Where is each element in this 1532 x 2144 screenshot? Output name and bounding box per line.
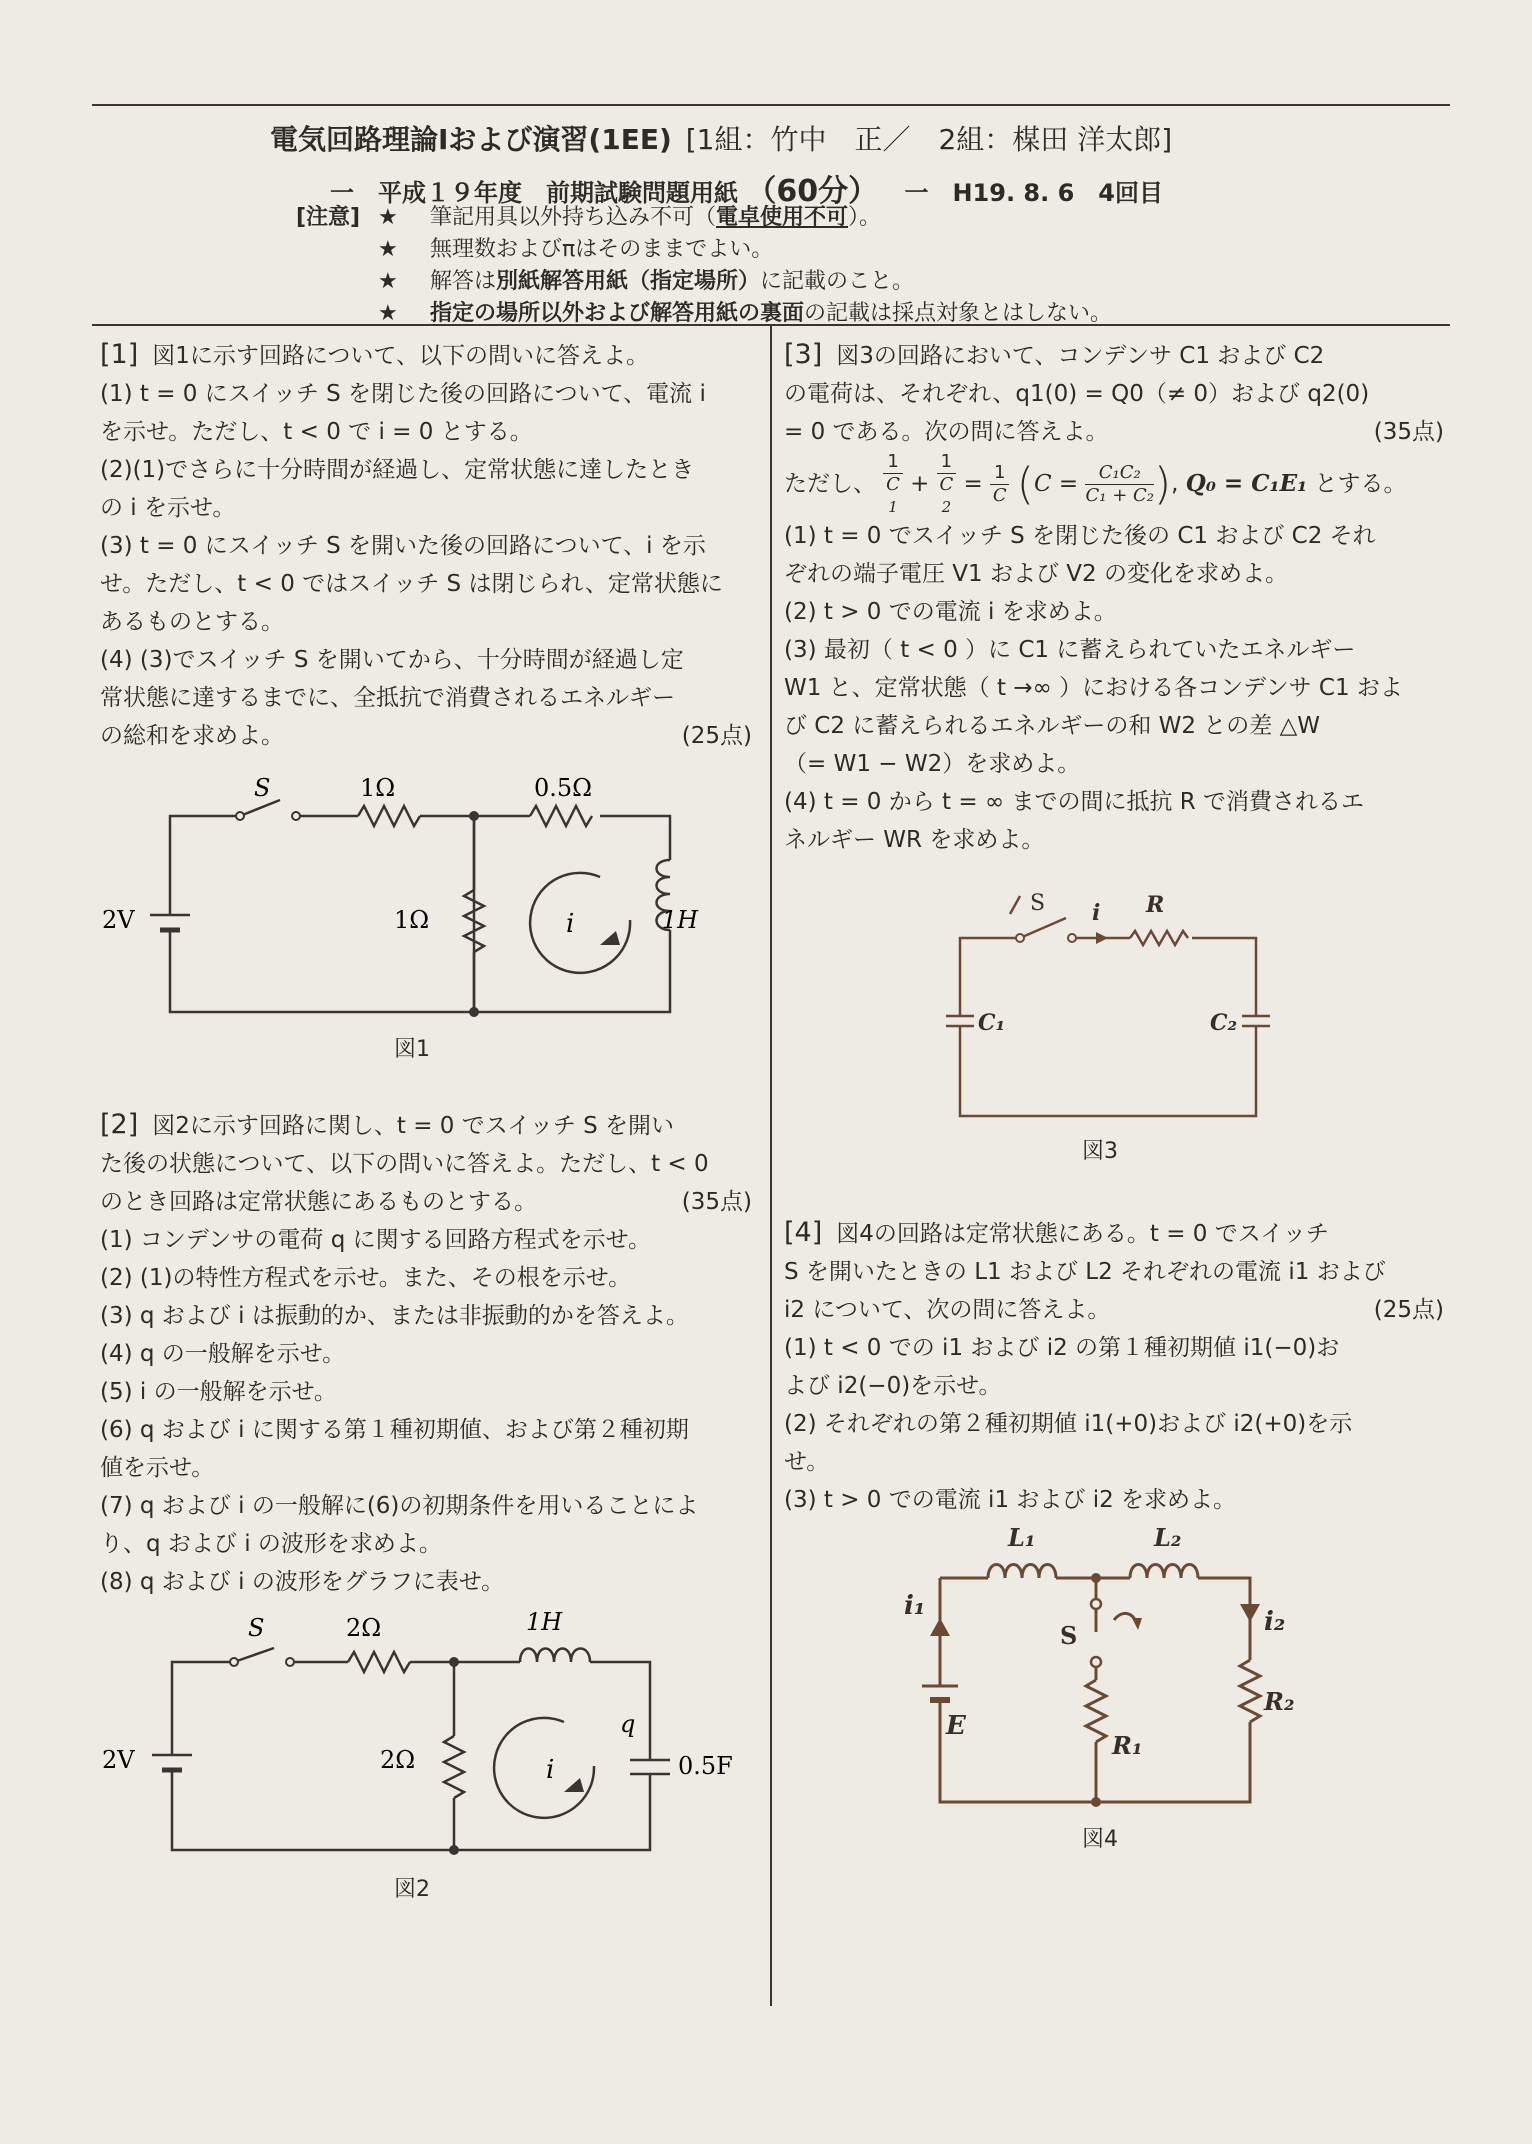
notes-label: [注意] (296, 205, 361, 230)
q1-intro: 図1に示す回路について、以下の問いに答えよ。 (152, 343, 649, 369)
fig1-r3-label: 1Ω (394, 906, 430, 934)
fig4-source-label: E (946, 1711, 966, 1741)
frac-denominator: C (939, 474, 954, 495)
fig2-inductor-label: 1H (526, 1608, 563, 1636)
question-3 (784, 336, 1444, 859)
page-title (270, 118, 1172, 158)
q1-line: の i を示せ。 (100, 495, 236, 521)
note-emphasis: 別紙解答用紙（指定場所） (496, 269, 761, 294)
q3-line: び C2 に蓄えられるエネルギーの和 W2 との差 △W (784, 713, 1321, 739)
fig3-c1-label: C₁ (978, 1010, 1006, 1036)
note-row (296, 266, 1112, 298)
exam-line: 一 平成１９年度 前期試験問題用紙 (330, 179, 738, 207)
q4-line: せ。 (784, 1449, 830, 1475)
q1-number: [1] (100, 339, 139, 370)
note-row (296, 234, 1112, 266)
q2-line: のとき回路は定常状態にあるものとする。 (100, 1189, 537, 1215)
instructors: [1組：竹中 正／ 2組：楳田 洋太郎] (685, 123, 1173, 156)
formula-suffix: とする。 (1314, 471, 1407, 497)
q2-line: (3) q および i は振動的か、または非振動的かを答えよ。 (100, 1303, 689, 1329)
q2-line: (4) q の一般解を示せ。 (100, 1341, 346, 1367)
q1-line: 常状態に達するまでに、全抵抗で消費されるエネルギー (100, 685, 675, 711)
fig3-resistor-label: R (1146, 892, 1165, 918)
q4-points: (25点) (1373, 1297, 1444, 1323)
star-icon: ★ (378, 237, 398, 262)
formula-q0: Q₀ = C₁E₁ (1185, 470, 1308, 497)
fig1-current-label: i (566, 909, 575, 939)
q4-line: S を開いたときの L1 および L2 それぞれの電流 i1 および (784, 1259, 1386, 1285)
fig3-switch-label: S (1030, 891, 1046, 916)
q4-line: i2 について、次の問に答えよ。 (784, 1297, 1111, 1323)
q3-line: = 0 である。次の問に答えよ。 (784, 419, 1109, 445)
note-text: ）。 (848, 205, 882, 230)
q2-line: (5) i の一般解を示せ。 (100, 1379, 337, 1405)
top-rule (92, 104, 1450, 106)
q3-line: (1) t = 0 でスイッチ S を閉じた後の C1 および C2 それ (784, 523, 1376, 549)
q1-line: (4) (3)でスイッチ S を開いてから、十分時間が経過し定 (100, 647, 684, 673)
fig1-r1-label: 1Ω (360, 774, 396, 802)
note-row (296, 298, 1112, 330)
figure-2-caption: 図2 (394, 1877, 430, 1902)
question-4 (784, 1214, 1444, 1519)
q1-line: (3) t = 0 にスイッチ S を開いた後の回路について、i を示 (100, 533, 706, 559)
fig3-current-label: i (1092, 900, 1101, 926)
q4-line: (2) それぞれの第２種初期値 i1(+0)および i2(+0)を示 (784, 1411, 1353, 1437)
formula-c: C (1033, 471, 1052, 497)
note-emphasis: 指定の場所以外および解答用紙の裏面 (430, 301, 805, 326)
formula-prefix: ただし、 (784, 471, 876, 497)
exam-date: 一 H19. 8. 6 4回目 (904, 179, 1163, 207)
fig1-r2-label: 0.5Ω (534, 774, 593, 802)
note-text: の記載は採点対象とはしない。 (804, 301, 1113, 326)
q3-formula: ただし、 1 C 1 + 1 C 2 = $\frac{1}{C}$ (C = $\frac{\text{C₁C₂}}{\text{C₁ + C₂}}$ ), Q₀ = C₁E₁ とする。 (784, 451, 1407, 516)
frac-denominator: C₁ + C₂ (1085, 485, 1154, 506)
figure-1-circuit (90, 760, 710, 1060)
q2-line: (6) q および i に関する第１種初期値、および第２種初期 (100, 1417, 689, 1443)
figure-4-caption: 図4 (1082, 1827, 1118, 1852)
note-text: 解答は (430, 269, 497, 294)
fig4-i2-label: i₂ (1264, 1607, 1286, 1637)
frac-numerator: 1 (937, 451, 956, 474)
fig2-switch-label: S (248, 1614, 265, 1642)
q2-line: (1) コンデンサの電荷 q に関する回路方程式を示せ。 (100, 1227, 651, 1253)
q1-line: あるものとする。 (100, 609, 284, 635)
star-icon: ★ (378, 301, 398, 326)
notes-block (296, 202, 1112, 330)
q3-line: ネルギー WR を求めよ。 (784, 827, 1045, 853)
column-divider (770, 326, 772, 2006)
q2-line: (7) q および i の一般解に(6)の初期条件を用いることによ (100, 1493, 699, 1519)
q1-line: を示せ。ただし、t < 0 で i = 0 とする。 (100, 419, 533, 445)
fig2-charge-label: q (620, 1710, 636, 1738)
note-text: 無理数およびπはそのままでよい。 (430, 237, 774, 262)
fig3-c2-label: C₂ (1210, 1010, 1238, 1036)
figure-4-circuit (900, 1520, 1300, 1820)
note-text: に記載のこと。 (760, 269, 915, 294)
fig2-source-label: 2V (102, 1746, 135, 1774)
fig2-r1-label: 2Ω (346, 1614, 382, 1642)
frac-denominator: C (886, 474, 900, 495)
subscript: 1 (888, 498, 898, 516)
course-title: 電気回路理論Ⅰおよび演習(1EE) (270, 123, 672, 156)
q1-points: (25点) (681, 723, 752, 749)
fig4-r1-label: R₁ (1112, 1731, 1143, 1760)
frac-denominator: C (992, 485, 1007, 506)
q3-line: (4) t = 0 から t = ∞ までの間に抵抗 R で消費されるエ (784, 789, 1365, 815)
star-icon: ★ (378, 269, 398, 294)
frac-numerator: 1 (990, 462, 1009, 485)
fig4-i1-label: i₁ (904, 1591, 926, 1621)
q3-line: ぞれの端子電圧 V1 および V2 の変化を求めよ。 (784, 561, 1288, 587)
frac-numerator: C₁C₂ (1085, 462, 1154, 485)
note-text: 筆記用具以外持ち込み不可（ (430, 205, 717, 230)
q2-line: り、q および i の波形を求めよ。 (100, 1531, 442, 1557)
question-1 (100, 336, 752, 755)
note-emphasis: 電卓使用不可 (716, 205, 849, 230)
figure-2-circuit (90, 1600, 750, 1860)
q3-line: (2) t > 0 での電流 i を求めよ。 (784, 599, 1117, 625)
note-row (296, 202, 1112, 234)
fig2-capacitor-label: 0.5F (678, 1752, 733, 1780)
q2-intro: 図2に示す回路に関し、t = 0 でスイッチ S を開い (152, 1113, 675, 1139)
fig4-switch-label: S (1060, 1621, 1078, 1650)
q4-line: よび i2(−0)を示せ。 (784, 1373, 1002, 1399)
q2-line: (8) q および i の波形をグラフに表せ。 (100, 1569, 505, 1595)
fig1-source-label: 2V (102, 906, 135, 934)
q2-line: た後の状態について、以下の問いに答えよ。ただし、t < 0 (100, 1151, 709, 1177)
fig4-r2-label: R₂ (1264, 1687, 1295, 1716)
q1-line: の総和を求めよ。 (100, 723, 284, 749)
q2-line: (2) (1)の特性方程式を示せ。また、その根を示せ。 (100, 1265, 632, 1291)
q4-intro: 図4の回路は定常状態にある。t = 0 でスイッチ (836, 1221, 1329, 1247)
q3-line: （= W1 − W2）を求めよ。 (784, 751, 1081, 777)
q3-line: の電荷は、それぞれ、q1(0) = Q0（≠ 0）および q2(0) (784, 381, 1370, 407)
fig2-r2-label: 2Ω (380, 1746, 416, 1774)
fig1-inductor-label: 1H (661, 906, 698, 934)
fig4-l2-label: L₂ (1154, 1523, 1182, 1552)
fig2-current-label: i (546, 1755, 555, 1785)
question-2 (100, 1106, 752, 1601)
frac-numerator: 1 (883, 451, 902, 474)
q2-number: [2] (100, 1109, 139, 1140)
q2-points: (35点) (681, 1189, 752, 1215)
fig4-l1-label: L₁ (1008, 1523, 1036, 1552)
q4-number: [4] (784, 1217, 823, 1248)
star-icon: ★ (378, 205, 398, 230)
q3-line: W1 と、定常状態（ t →∞ ）における各コンデンサ C1 およ (784, 675, 1403, 701)
q3-line: (3) 最初（ t < 0 ）に C1 に蓄えられていたエネルギー (784, 637, 1356, 663)
q3-intro: 図3の回路において、コンデンサ C1 および C2 (836, 343, 1325, 369)
q3-number: [3] (784, 339, 823, 370)
q2-line: 値を示せ。 (100, 1455, 215, 1481)
fig1-switch-label: S (254, 774, 271, 802)
duration: （60分） (746, 174, 879, 209)
q4-line: (3) t > 0 での電流 i1 および i2 を求めよ。 (784, 1487, 1237, 1513)
figure-3-circuit (930, 880, 1290, 1130)
q4-line: (1) t < 0 での i1 および i2 の第１種初期値 i1(−0)お (784, 1335, 1340, 1361)
q3-points: (35点) (1373, 419, 1444, 445)
figure-1-caption: 図1 (394, 1037, 430, 1062)
figure-3-caption: 図3 (1082, 1139, 1118, 1164)
q1-line: (1) t = 0 にスイッチ S を閉じた後の回路について、電流 i (100, 381, 706, 407)
q1-line: (2)(1)でさらに十分時間が経過し、定常状態に達したとき (100, 457, 695, 483)
q1-line: せ。ただし、t < 0 ではスイッチ S は閉じられ、定常状態に (100, 571, 723, 597)
subscript: 2 (941, 498, 952, 516)
